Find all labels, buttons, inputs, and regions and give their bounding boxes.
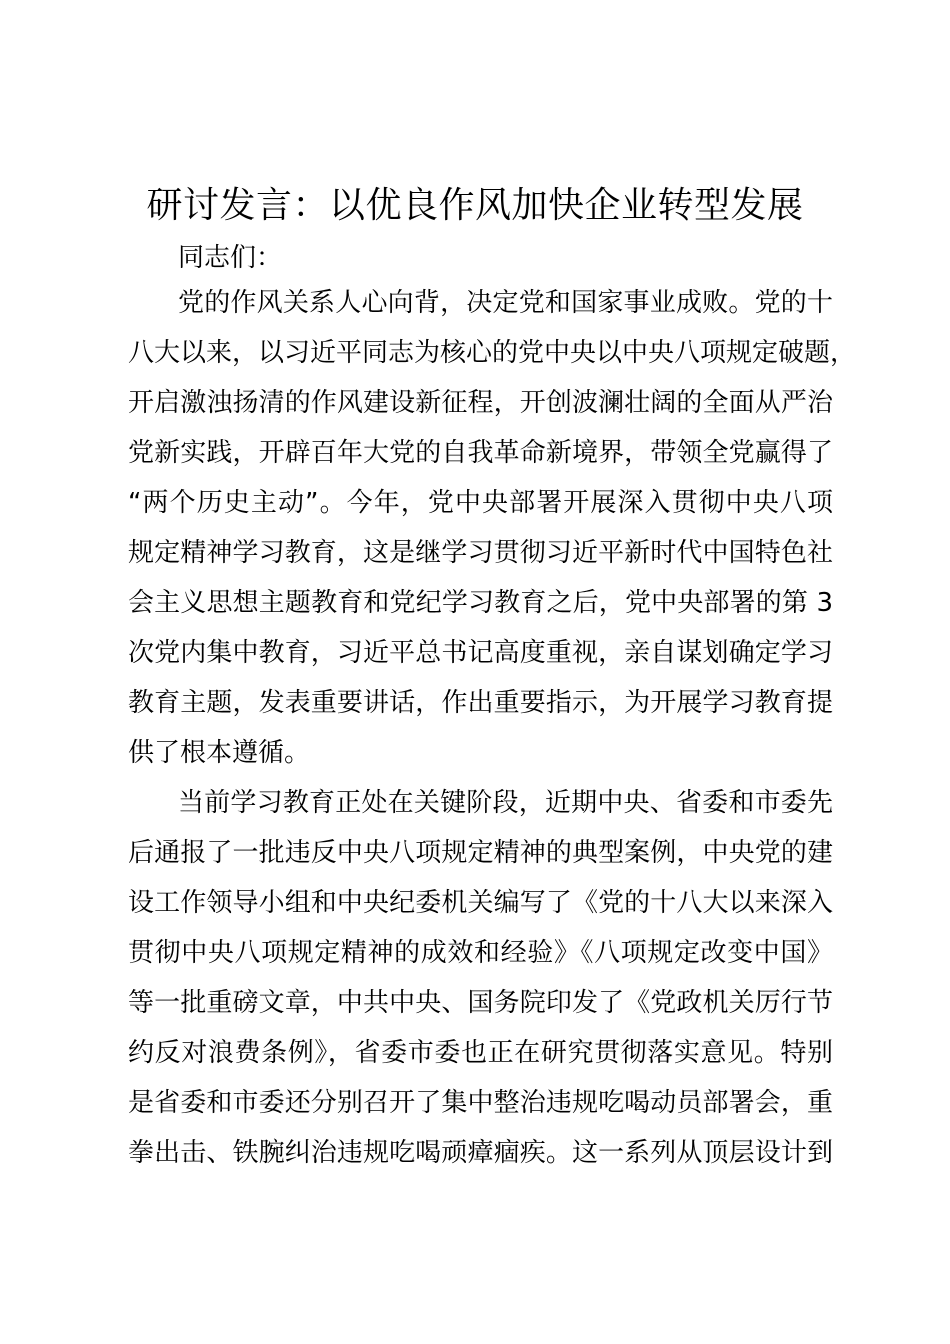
paragraph-1-line: 规定精神学习教育，这是继学习贯彻习近平新时代中国特色社 [128,538,833,568]
paragraph-2 [128,778,833,1178]
paragraph-1-line: 八大以来，以习近平同志为核心的党中央以中央八项规定破题， [128,338,857,368]
paragraph-1-line: 教育主题，发表重要讲话，作出重要指示，为开展学习教育提 [128,688,833,718]
paragraph-1-line: 党新实践，开辟百年大党的自我革命新境界，带领全党赢得了 [128,438,833,468]
paragraph-1-line: 党的作风关系人心向背，决定党和国家事业成败。党的十 [178,288,833,318]
paragraph-1-line: 会主义思想主题教育和党纪学习教育之后，党中央部署的第 3 [128,588,833,618]
paragraph-2-line: 贯彻中央八项规定精神的成效和经验》《八项规定改变中国》 [128,938,833,968]
paragraph-1-line: 开启激浊扬清的作风建设新征程，开创波澜壮阔的全面从严治 [128,388,833,418]
document-title: 研讨发言：以优良作风加快企业转型发展 [146,185,804,226]
paragraph-1-line: 供了根本遵循。 [128,738,311,768]
paragraph-1 [128,278,857,778]
paragraph-2-line: 等一批重磅文章，中共中央、国务院印发了《党政机关厉行节 [128,988,833,1018]
paragraph-2-line: 约反对浪费条例》，省委市委也正在研究贯彻落实意见。特别 [128,1038,833,1068]
paragraph-2-line: 设工作领导小组和中央纪委机关编写了《党的十八大以来深入 [128,888,833,918]
paragraph-2-line: 拳出击、铁腕纠治违规吃喝顽瘴痼疾。这一系列从顶层设计到 [128,1138,833,1168]
salutation: 同志们： [178,243,283,273]
paragraph-2-line: 当前学习教育正处在关键阶段，近期中央、省委和市委先 [178,788,833,818]
paragraph-1-line: “两个历史主动”。今年，党中央部署开展深入贯彻中央八项 [128,488,833,518]
paragraph-2-line: 后通报了一批违反中央八项规定精神的典型案例，中央党的建 [128,838,833,868]
paragraph-2-line: 是省委和市委还分别召开了集中整治违规吃喝动员部署会，重 [128,1088,833,1118]
paragraph-1-line: 次党内集中教育，习近平总书记高度重视，亲自谋划确定学习 [128,638,833,668]
